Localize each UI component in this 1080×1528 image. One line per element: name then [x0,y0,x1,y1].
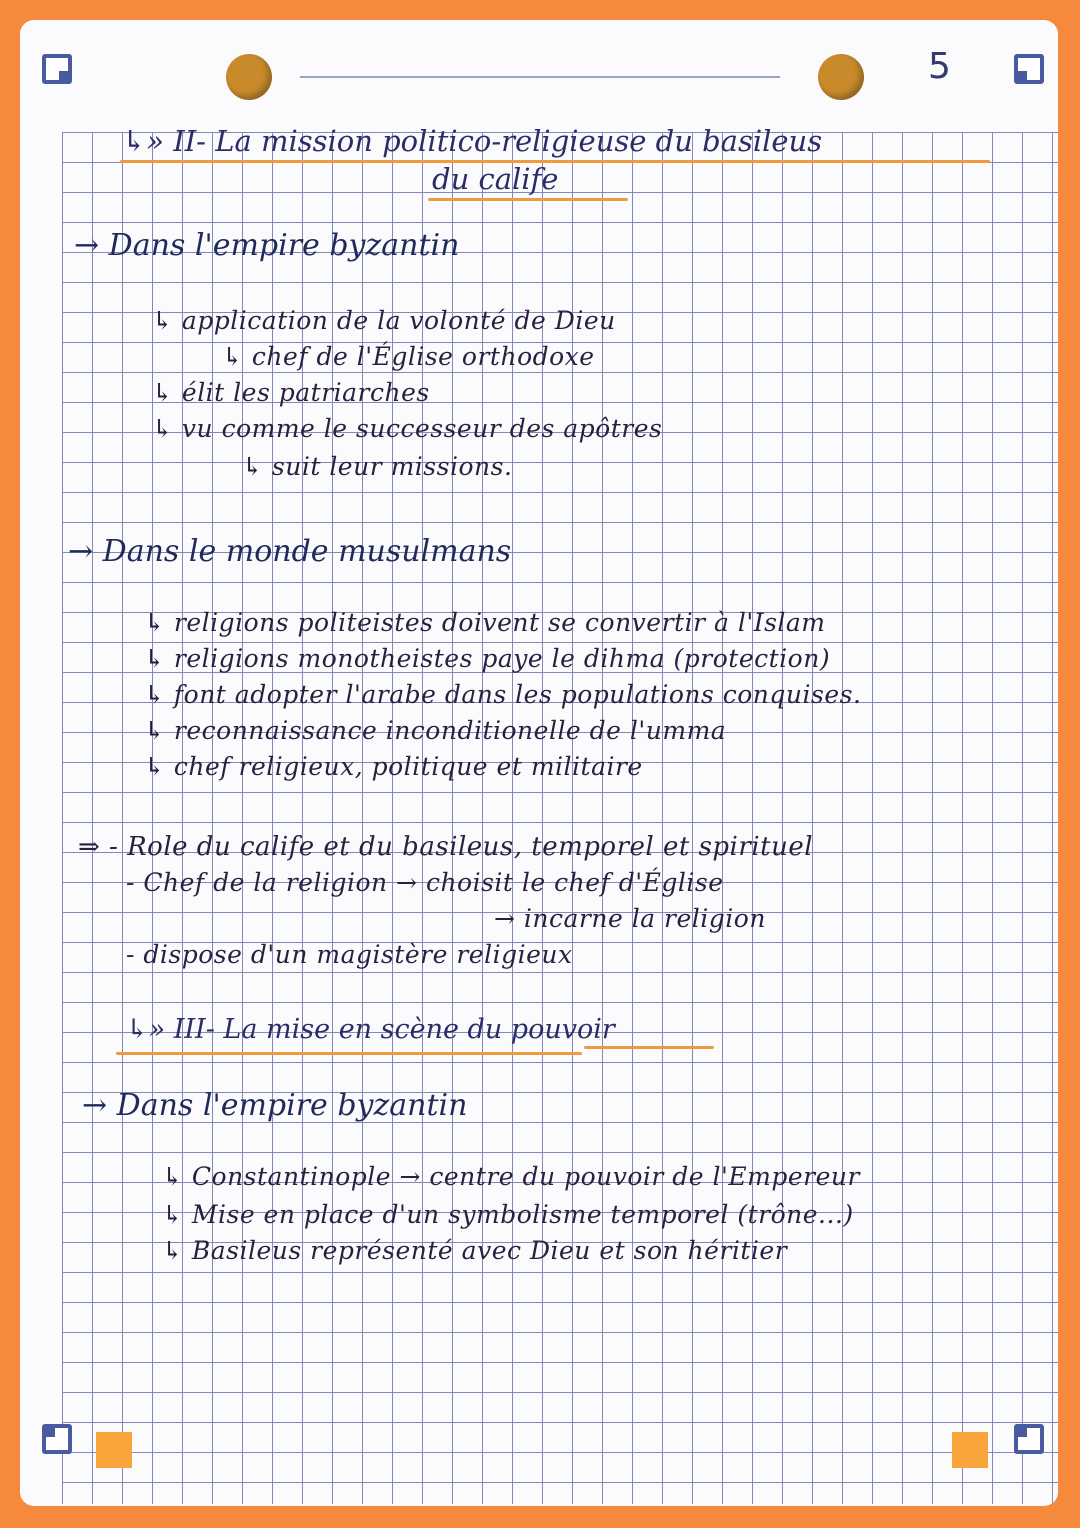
list-item: ↳ religions politeistes doivent se convertir à l'Islam [144,608,826,637]
list-item: ↳ application de la volonté de Dieu [152,306,616,335]
notebook-page [20,20,1058,1506]
orange-square [952,1432,988,1468]
list-item: ↳ suit leur missions. [242,452,513,481]
subheading: → Dans le monde musulmans [68,534,512,569]
section-title: ↳» II- La mission politico-religieuse du basileus [122,124,823,158]
list-item: ↳ Basileus représenté avec Dieu et son héritier [162,1236,788,1265]
list-item: ↳ vu comme le successeur des apôtres [152,414,663,443]
corner-marker-icon [42,54,72,84]
summary-heading: ⇒ - Role du calife et du basileus, temporel et spirituel [78,832,814,862]
list-item: - dispose d'un magistère religieux [126,940,573,969]
section-title-cont: du calife [432,162,559,196]
title-underline [428,198,628,201]
corner-marker-icon [42,1424,72,1454]
page-number: 5 [928,46,951,87]
list-item: ↳ élit les patriarches [152,378,430,407]
list-item: ↳ reconnaissance inconditionelle de l'umma [144,716,727,745]
list-item: ↳ font adopter l'arabe dans les populations conquises. [144,680,862,709]
list-item: → incarne la religion [494,904,766,933]
list-item: - Chef de la religion → choisit le chef d'Église [126,868,724,897]
corner-marker-icon [1014,1424,1044,1454]
title-underline [116,1052,582,1055]
title-underline [584,1046,714,1049]
corner-marker-icon [1014,54,1044,84]
header-rule [300,76,780,78]
section-title: ↳» III- La mise en scène du pouvoir [126,1014,615,1045]
grid-paper [62,132,1058,1504]
orange-square [96,1432,132,1468]
subheading: → Dans l'empire byzantin [74,228,460,263]
list-item: ↳ Mise en place d'un symbolisme temporel (trône...) [162,1200,854,1229]
list-item: ↳ religions monotheistes paye le dihma (protection) [144,644,831,673]
subheading: → Dans l'empire byzantin [82,1088,468,1123]
list-item: ↳ Constantinople → centre du pouvoir de l'Empereur [162,1162,860,1191]
list-item: ↳ chef de l'Église orthodoxe [222,342,595,371]
binder-hole [818,54,864,100]
list-item: ↳ chef religieux, politique et militaire [144,752,643,781]
binder-hole [226,54,272,100]
